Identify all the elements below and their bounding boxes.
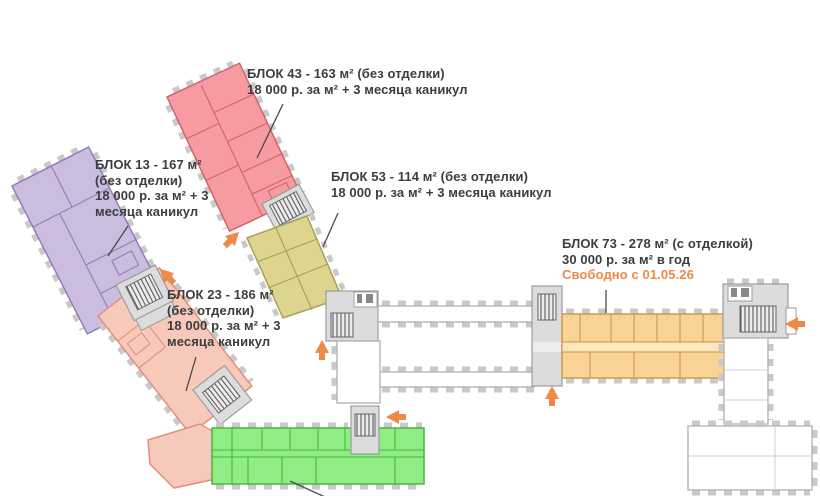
wing-ground-floor[interactable] (212, 425, 424, 487)
label-line: 18 000 р. за м² + 3 месяца каникул (247, 81, 468, 97)
label-line: месяца каникул (95, 203, 199, 219)
availability-status: Свободно с 01.05.26 (562, 267, 694, 283)
label-block-13 (95, 157, 209, 219)
label-line: 30 000 р. за м² в год (562, 251, 691, 267)
stairwell-central (326, 291, 378, 341)
block-73-corridor (562, 342, 727, 352)
label-line: БЛОК 13 - 167 м² (95, 157, 202, 172)
label-block-53 (331, 169, 552, 200)
corridor-top (378, 303, 534, 325)
label-block-23 (167, 287, 281, 349)
corridor-bottom (378, 369, 534, 390)
corridor-vertical (334, 341, 380, 403)
label-block-43 (247, 66, 468, 97)
label-line: БЛОК 43 - 163 м² (без отделки) (247, 66, 445, 81)
label-block-73 (562, 236, 753, 283)
wing-southeast (688, 423, 815, 493)
entrance-arrow-left-ground (386, 410, 406, 424)
label-line: БЛОК 53 - 114 м² (без отделки) (331, 169, 528, 184)
label-line: 18 000 р. за м² + 3 месяца каникул (331, 184, 552, 200)
leader-block53 (323, 213, 338, 247)
stairwell-ground-floor (351, 406, 379, 454)
stairwell-block73-east (723, 281, 796, 338)
wing-east-vertical (721, 338, 771, 424)
wing-block-73[interactable] (562, 311, 727, 381)
label-line: БЛОК 23 - 186 м² (167, 287, 274, 302)
label-line: месяца каникул (167, 333, 271, 349)
label-line: 18 000 р. за м² + 3 (167, 318, 281, 334)
entrance-arrow-up-west-tower (545, 386, 559, 406)
stairwell-block73-west (532, 286, 562, 386)
label-line: (без отделки) (95, 172, 183, 188)
label-line: 18 000 р. за м² + 3 (95, 188, 209, 204)
entrance-arrow-up-central (315, 340, 329, 360)
label-line: БЛОК 73 - 278 м² (с отделкой) (562, 236, 753, 251)
label-line: (без отделки) (167, 302, 255, 318)
